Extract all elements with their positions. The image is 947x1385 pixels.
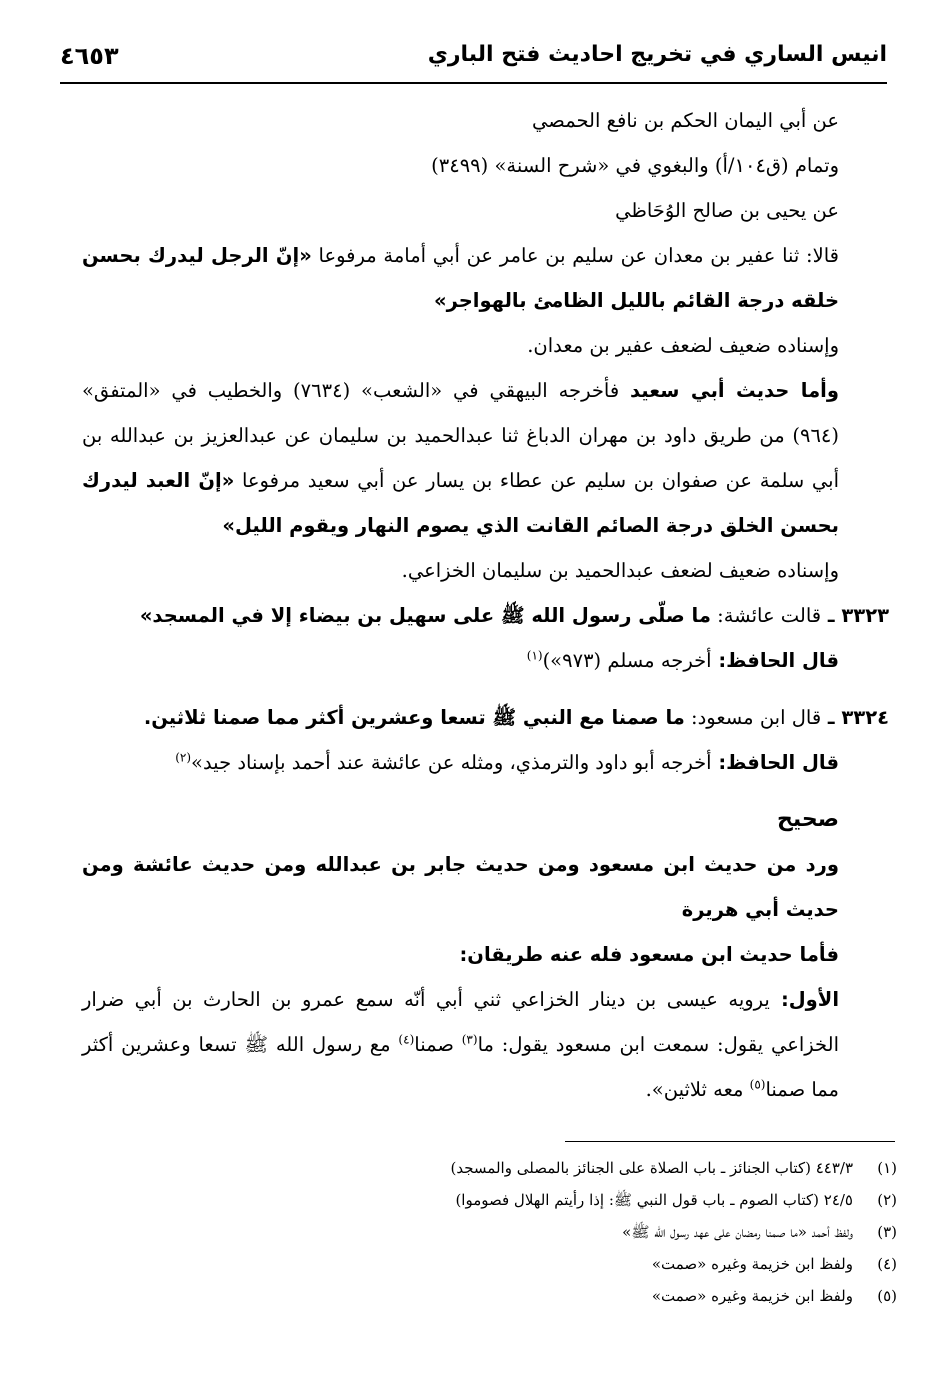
hafiz-label: قال الحافظ: [711,751,839,774]
footnote [82,1152,897,1184]
text-span: معه ثلاثين». [645,1078,750,1101]
footnotes [82,1152,897,1312]
text-span: مع رسول الله ﷺ تسعا وعشرين أكثر مما صمنا [82,1033,839,1101]
hadith-text: ما صلّى رسول الله ﷺ على سهيل بن بيضاء إلا في المسجد» [139,604,711,627]
hadith-text: ما صمنا مع النبي ﷺ تسعا وعشرين أكثر مما صمنا ثلاثين. [143,706,685,729]
section-heading: فأما حديث ابن مسعود فله عنه طريقان: [459,943,839,966]
footnote [82,1216,897,1248]
hadith-quote: «إنّ الرجل ليدرك بحسن خلقه درجة القائم بالليل الظامئ بالهواجر» [82,244,839,312]
hafiz-note [82,638,889,683]
footnote-text: ولفظ أحمد «ما صمنا رمضان على عهد رسول الله ﷺ» [622,1223,853,1241]
text-line: وتمام (ق١٠٤/أ) والبغوي في «شرح السنة» (٣٤٩٩) [431,154,839,177]
footnote-number: (٤) [877,1255,897,1273]
warada-paragraph: ورد من حديث ابن مسعود ومن حديث جابر بن عبدالله ومن حديث عائشة ومن حديث أبي هريرة [82,853,839,921]
narrator: قالت عائشة: [710,604,822,627]
text-line: وإسناده ضعيف لضعف عفير بن معدان. [527,334,839,357]
hafiz-note [82,740,889,785]
main-text [82,98,889,1112]
footnote-text: ولفظ ابن خزيمة وغيره «صمت» [651,1255,853,1273]
text-paragraph [82,233,889,323]
running-title: انيس الساري في تخريج احاديث فتح الباري [427,42,887,67]
page-header [60,38,887,84]
footnote-ref: (٥) [749,1077,766,1092]
footnote-ref: (١) [526,648,543,663]
footnote [82,1280,897,1312]
footnote-number: (١) [877,1159,897,1177]
text-span: صمنا [414,1033,462,1056]
footnote-text: ولفظ ابن خزيمة وغيره «صمت» [651,1287,853,1305]
text-span: فأخرجه البيهقي في «الشعب» (٧٦٣٤) والخطيب في «المتفق» (٩٦٤) من طريق داود بن مهران الدباغ ثنا عبدالحميد بن سليمان عن عبدالعزيز بن عبدالله بن أبي سلمة عن صفوان بن سليم عن عطاء بن يسار عن أبي سعيد مرفوعا [82,379,839,492]
hadith-3324 [82,695,889,740]
footnote-number: (٢) [877,1191,897,1209]
footnote-ref: (٤) [398,1032,415,1047]
narrator: قال ابن مسعود: [684,706,822,729]
footnote-text: ٢٤/٥ (كتاب الصوم ـ باب قول النبي ﷺ: إذا رأيتم الهلال فصوموا) [455,1191,853,1209]
footnote [82,1184,897,1216]
footnote-text: ٤٤٣/٣ (كتاب الجنائز ـ باب الصلاة على الجنائز بالمصلى والمسجد) [450,1159,853,1177]
hadith-quote: «إنّ العبد ليدرك بحسن الخلق درجة الصائم القانت الذي يصوم النهار ويقوم الليل» [82,469,839,537]
text-paragraph [82,368,889,548]
footnote-ref: (٢) [175,750,192,765]
hadith-number: ٣٣٢٣ ـ [821,604,889,627]
page-number: ٤٦٥٣ [60,42,119,70]
text-line: عن يحيى بن صالح الوُحَاظي [615,199,839,222]
footnote-number: (٣) [877,1223,897,1241]
text-line: وإسناده ضعيف لضعف عبدالحميد بن سليمان الخزاعي. [401,559,839,582]
hafiz-label: قال الحافظ: [711,649,839,672]
footnote-number: (٥) [877,1287,897,1305]
footnote [82,1248,897,1280]
hafiz-text: أخرجه أبو داود والترمذي، ومثله عن عائشة عند أحمد بإسناد جيد» [191,751,712,774]
hadith-3323 [82,593,889,638]
hafiz-text: أخرجه مسلم (٩٧٣») [542,649,712,672]
footnote-ref: (٣) [461,1032,478,1047]
route-label: الأول: [769,988,839,1011]
grade-heading: صحيح [777,807,839,832]
text-span: قالا: ثنا عفير بن معدان عن سليم بن عامر عن أبي أمامة مرفوعا [311,244,839,267]
hadith-number: ٣٣٢٤ ـ [821,706,889,729]
footnote-separator [565,1141,895,1142]
text-line: عن أبي اليمان الحكم بن نافع الحمصي [532,109,839,132]
bold-lead: وأما حديث أبي سعيد [630,379,839,402]
text-span: يرويه عيسى بن دينار الخزاعي ثني أبي أنّه سمع عمرو بن الحارث بن أبي ضرار الخزاعي يقول: سمعت ابن مسعود يقول: ما [82,988,839,1056]
first-route [82,977,889,1112]
